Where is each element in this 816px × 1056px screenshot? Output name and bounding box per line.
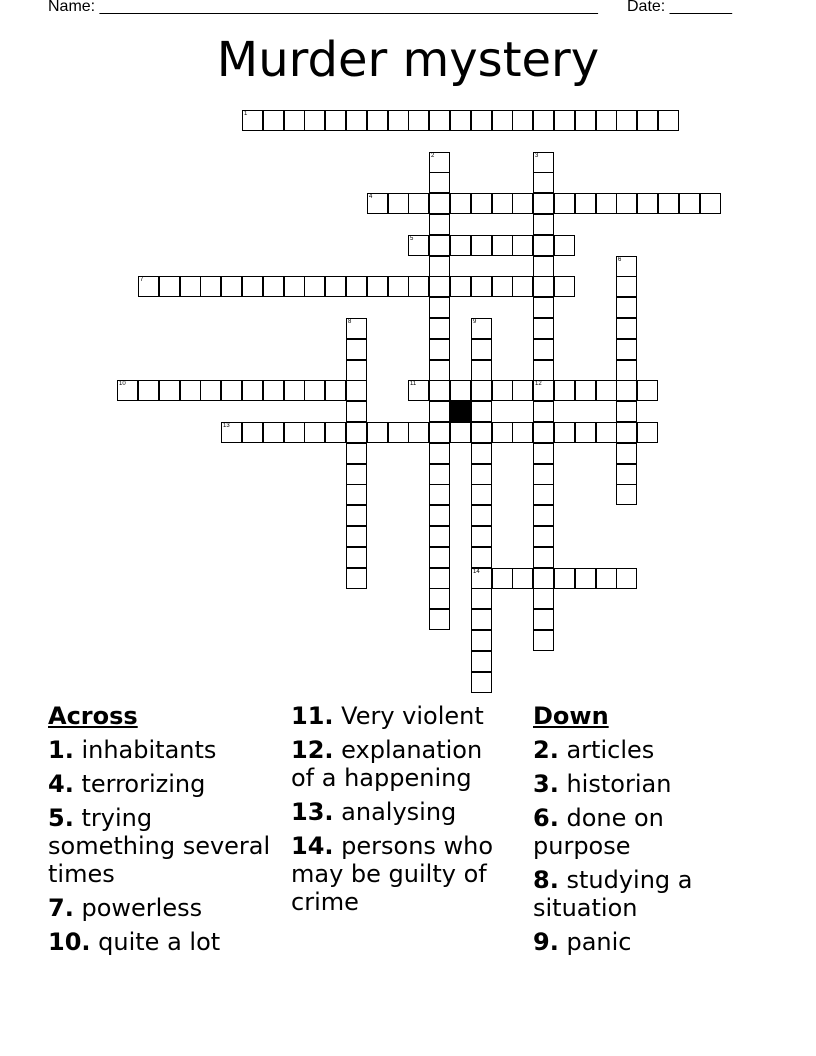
- grid-cell[interactable]: [429, 193, 450, 214]
- grid-cell[interactable]: [471, 339, 492, 360]
- grid-cell[interactable]: [471, 526, 492, 547]
- grid-cell[interactable]: [346, 547, 367, 568]
- grid-cell[interactable]: [512, 568, 533, 589]
- grid-cell[interactable]: [658, 110, 679, 131]
- grid-cell[interactable]: [284, 276, 305, 297]
- grid-cell[interactable]: [221, 380, 242, 401]
- grid-cell[interactable]: [533, 110, 554, 131]
- grid-cell[interactable]: [429, 464, 450, 485]
- grid-cell[interactable]: [596, 422, 617, 443]
- grid-cell[interactable]: [492, 422, 513, 443]
- grid-cell[interactable]: [533, 568, 554, 589]
- grid-cell[interactable]: [533, 443, 554, 464]
- clue-down-9: 9. panic: [533, 928, 632, 956]
- grid-cell[interactable]: [492, 235, 513, 256]
- grid-cell[interactable]: [471, 276, 492, 297]
- grid-cell[interactable]: [429, 484, 450, 505]
- grid-cell[interactable]: [346, 339, 367, 360]
- clue-number-7: 7: [140, 277, 144, 283]
- grid-cell[interactable]: [575, 193, 596, 214]
- grid-cell[interactable]: [367, 110, 388, 131]
- grid-cell[interactable]: [429, 609, 450, 630]
- grid-cell[interactable]: [346, 110, 367, 131]
- grid-cell[interactable]: [325, 380, 346, 401]
- grid-cell[interactable]: [471, 443, 492, 464]
- grid-cell[interactable]: [616, 380, 637, 401]
- grid-cell[interactable]: [263, 380, 284, 401]
- grid-cell[interactable]: [471, 672, 492, 693]
- grid-cell[interactable]: [221, 276, 242, 297]
- clue-number-3: 3: [535, 153, 539, 159]
- clue-across-5: 5. trying something several times: [48, 804, 271, 888]
- grid-cell[interactable]: [346, 484, 367, 505]
- grid-cell[interactable]: [533, 256, 554, 277]
- grid-cell[interactable]: [325, 276, 346, 297]
- grid-cell[interactable]: [533, 464, 554, 485]
- grid-cell[interactable]: [429, 110, 450, 131]
- clue-across-12: 12. explanation of a happening: [291, 736, 483, 792]
- grid-cell[interactable]: [471, 505, 492, 526]
- grid-cell[interactable]: [429, 172, 450, 193]
- grid-cell[interactable]: [304, 276, 325, 297]
- clues-column-2: [291, 702, 511, 922]
- clue-across-14: 14. persons who may be guilty of crime: [291, 832, 494, 916]
- clue-number-6: 6: [618, 257, 622, 263]
- grid-cell[interactable]: [429, 401, 450, 422]
- grid-cell[interactable]: [450, 110, 471, 131]
- grid-cell[interactable]: [533, 339, 554, 360]
- grid-cell[interactable]: [616, 464, 637, 485]
- clue-across-7: 7. powerless: [48, 894, 203, 922]
- grid-cell[interactable]: [575, 568, 596, 589]
- grid-cell[interactable]: [471, 193, 492, 214]
- grid-cell[interactable]: [429, 297, 450, 318]
- grid-cell[interactable]: [388, 276, 409, 297]
- clues-column-3: [533, 702, 763, 962]
- grid-cell[interactable]: [533, 505, 554, 526]
- grid-cell[interactable]: [367, 276, 388, 297]
- grid-cell[interactable]: [429, 360, 450, 381]
- grid-cell[interactable]: [263, 276, 284, 297]
- grid-cell[interactable]: [554, 380, 575, 401]
- grid-cell[interactable]: [367, 422, 388, 443]
- grid-cell[interactable]: [346, 380, 367, 401]
- grid-cell[interactable]: [429, 235, 450, 256]
- grid-cell[interactable]: [450, 422, 471, 443]
- grid-cell[interactable]: [533, 401, 554, 422]
- grid-cell[interactable]: [346, 464, 367, 485]
- grid-cell[interactable]: [429, 318, 450, 339]
- grid-cell[interactable]: [159, 380, 180, 401]
- grid-cell[interactable]: [512, 422, 533, 443]
- grid-cell[interactable]: [471, 380, 492, 401]
- grid-cell[interactable]: [471, 422, 492, 443]
- grid-cell[interactable]: [471, 651, 492, 672]
- grid-cell[interactable]: [471, 235, 492, 256]
- grid-cell[interactable]: [325, 110, 346, 131]
- grid-cell[interactable]: [325, 422, 346, 443]
- grid-cell[interactable]: [637, 380, 658, 401]
- grid-cell[interactable]: [429, 505, 450, 526]
- grid-cell[interactable]: [263, 422, 284, 443]
- grid-cell[interactable]: [284, 422, 305, 443]
- grid-cell[interactable]: [471, 464, 492, 485]
- grid-cell[interactable]: [388, 110, 409, 131]
- clue-number-14: 14: [473, 569, 480, 575]
- grid-cell[interactable]: [679, 193, 700, 214]
- grid-cell[interactable]: [429, 380, 450, 401]
- grid-cell[interactable]: [284, 110, 305, 131]
- grid-cell[interactable]: [450, 193, 471, 214]
- clues-column-1: [48, 702, 283, 962]
- clue-number-4: 4: [369, 194, 373, 200]
- clue-across-1: 1. inhabitants: [48, 736, 217, 764]
- grid-cell[interactable]: [575, 422, 596, 443]
- grid-cell[interactable]: [242, 276, 263, 297]
- grid-cell[interactable]: [533, 609, 554, 630]
- grid-cell[interactable]: [616, 193, 637, 214]
- grid-cell[interactable]: [616, 484, 637, 505]
- grid-cell[interactable]: [637, 110, 658, 131]
- grid-cell[interactable]: [533, 360, 554, 381]
- clue-down-2: 2. articles: [533, 736, 655, 764]
- grid-cell[interactable]: [512, 235, 533, 256]
- grid-cell[interactable]: [637, 422, 658, 443]
- grid-cell[interactable]: [450, 235, 471, 256]
- grid-cell[interactable]: [596, 110, 617, 131]
- date-field: Date: _______: [627, 0, 732, 15]
- grid-cell[interactable]: [304, 422, 325, 443]
- grid-cell[interactable]: [554, 276, 575, 297]
- grid-cell[interactable]: [346, 568, 367, 589]
- grid-cell[interactable]: [263, 110, 284, 131]
- clue-number-8: 8: [348, 319, 352, 325]
- grid-cell[interactable]: [429, 276, 450, 297]
- clue-number-5: 5: [410, 236, 414, 242]
- grid-cell[interactable]: [533, 484, 554, 505]
- grid-cell[interactable]: [492, 276, 513, 297]
- grid-cell[interactable]: [533, 630, 554, 651]
- clue-down-3: 3. historian: [533, 770, 672, 798]
- grid-cell[interactable]: [471, 588, 492, 609]
- grid-cell[interactable]: [512, 276, 533, 297]
- clue-across-10: 10. quite a lot: [48, 928, 221, 956]
- grid-cell[interactable]: [533, 172, 554, 193]
- clue-number-11: 11: [410, 381, 417, 387]
- grid-cell[interactable]: [429, 422, 450, 443]
- grid-cell[interactable]: [554, 568, 575, 589]
- grid-cell[interactable]: [616, 360, 637, 381]
- grid-cell[interactable]: [200, 380, 221, 401]
- grid-cell[interactable]: [616, 401, 637, 422]
- grid-cell[interactable]: [388, 422, 409, 443]
- clue-number-2: 2: [431, 153, 435, 159]
- grid-cell[interactable]: [616, 318, 637, 339]
- grid-cell[interactable]: [471, 110, 492, 131]
- grid-cell[interactable]: [284, 380, 305, 401]
- black-square: [450, 401, 471, 422]
- grid-cell[interactable]: [346, 360, 367, 381]
- grid-cell[interactable]: [450, 276, 471, 297]
- grid-cell[interactable]: [138, 380, 159, 401]
- grid-cell[interactable]: [242, 422, 263, 443]
- grid-cell[interactable]: [429, 339, 450, 360]
- clue-number-10: 10: [119, 381, 126, 387]
- grid-cell[interactable]: [450, 380, 471, 401]
- name-field: Name: ________________________________________________________: [48, 0, 598, 15]
- grid-cell[interactable]: [616, 422, 637, 443]
- grid-cell[interactable]: [388, 193, 409, 214]
- grid-cell[interactable]: [554, 193, 575, 214]
- grid-cell[interactable]: [471, 609, 492, 630]
- grid-cell[interactable]: [471, 484, 492, 505]
- grid-cell[interactable]: [492, 380, 513, 401]
- clue-number-13: 13: [223, 423, 230, 429]
- grid-cell[interactable]: [575, 380, 596, 401]
- grid-cell[interactable]: [533, 526, 554, 547]
- grid-cell[interactable]: [492, 193, 513, 214]
- grid-cell[interactable]: [554, 235, 575, 256]
- clue-number-9: 9: [473, 319, 477, 325]
- grid-cell[interactable]: [346, 422, 367, 443]
- across-heading: Across: [48, 702, 138, 730]
- grid-cell[interactable]: [533, 214, 554, 235]
- grid-cell[interactable]: [180, 380, 201, 401]
- clue-across-13: 13. analysing: [291, 798, 457, 826]
- grid-cell[interactable]: [616, 443, 637, 464]
- grid-cell[interactable]: [429, 547, 450, 568]
- grid-cell[interactable]: [346, 526, 367, 547]
- clue-down-8: 8. studying a situation: [533, 866, 693, 922]
- grid-cell[interactable]: [492, 110, 513, 131]
- grid-cell[interactable]: [596, 193, 617, 214]
- grid-cell[interactable]: [429, 568, 450, 589]
- grid-cell[interactable]: [304, 380, 325, 401]
- grid-cell[interactable]: [200, 276, 221, 297]
- grid-cell[interactable]: [429, 214, 450, 235]
- grid-cell[interactable]: [346, 276, 367, 297]
- grid-cell[interactable]: [533, 547, 554, 568]
- grid-cell[interactable]: [471, 630, 492, 651]
- grid-cell[interactable]: [429, 256, 450, 277]
- grid-cell[interactable]: [637, 193, 658, 214]
- grid-cell[interactable]: [346, 505, 367, 526]
- grid-cell[interactable]: [533, 193, 554, 214]
- page-title: Murder mystery: [216, 32, 600, 88]
- grid-cell[interactable]: [304, 110, 325, 131]
- grid-cell[interactable]: [346, 401, 367, 422]
- grid-cell[interactable]: [429, 526, 450, 547]
- clue-number-12: 12: [535, 381, 542, 387]
- grid-cell[interactable]: [658, 193, 679, 214]
- grid-cell[interactable]: [512, 380, 533, 401]
- grid-cell[interactable]: [471, 547, 492, 568]
- grid-cell[interactable]: [429, 588, 450, 609]
- grid-cell[interactable]: [512, 110, 533, 131]
- grid-cell[interactable]: [616, 276, 637, 297]
- grid-cell[interactable]: [408, 193, 429, 214]
- clue-down-6: 6. done on purpose: [533, 804, 664, 860]
- grid-cell[interactable]: [533, 588, 554, 609]
- grid-cell[interactable]: [596, 568, 617, 589]
- grid-cell[interactable]: [533, 297, 554, 318]
- grid-cell[interactable]: [554, 422, 575, 443]
- clue-across-4: 4. terrorizing: [48, 770, 206, 798]
- grid-cell[interactable]: [159, 276, 180, 297]
- grid-cell[interactable]: [533, 422, 554, 443]
- grid-cell[interactable]: [554, 110, 575, 131]
- grid-cell[interactable]: [616, 110, 637, 131]
- grid-cell[interactable]: [616, 297, 637, 318]
- clue-number-1: 1: [244, 111, 248, 117]
- grid-cell[interactable]: [616, 568, 637, 589]
- grid-cell[interactable]: [533, 276, 554, 297]
- grid-cell[interactable]: [575, 110, 596, 131]
- grid-cell[interactable]: [533, 318, 554, 339]
- grid-cell[interactable]: [700, 193, 721, 214]
- grid-cell[interactable]: [408, 110, 429, 131]
- clue-across-11: 11. Very violent: [291, 702, 484, 730]
- down-heading: Down: [533, 702, 609, 730]
- grid-cell[interactable]: [616, 339, 637, 360]
- grid-cell[interactable]: [408, 422, 429, 443]
- grid-cell[interactable]: [346, 443, 367, 464]
- grid-cell[interactable]: [596, 380, 617, 401]
- grid-cell[interactable]: [242, 380, 263, 401]
- grid-cell[interactable]: [429, 443, 450, 464]
- grid-cell[interactable]: [471, 401, 492, 422]
- grid-cell[interactable]: [471, 360, 492, 381]
- grid-cell[interactable]: [533, 235, 554, 256]
- grid-cell[interactable]: [408, 276, 429, 297]
- grid-cell[interactable]: [180, 276, 201, 297]
- grid-cell[interactable]: [492, 568, 513, 589]
- grid-cell[interactable]: [512, 193, 533, 214]
